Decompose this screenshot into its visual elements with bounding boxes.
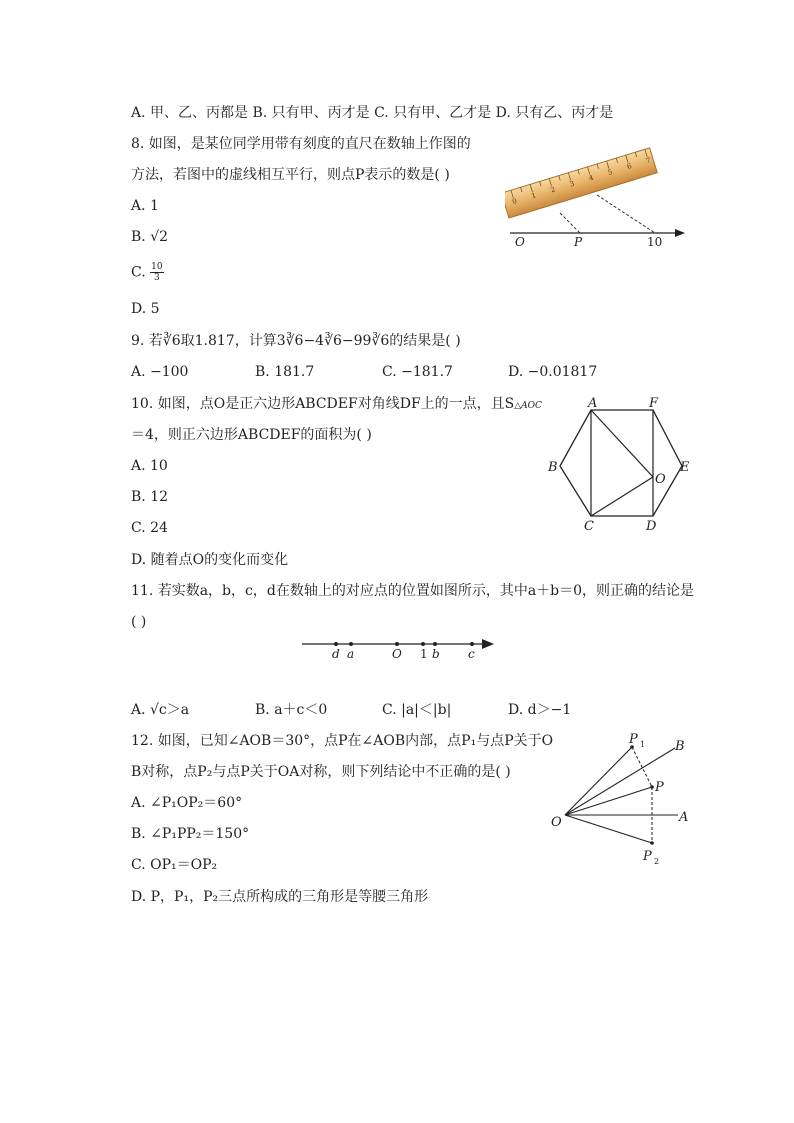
q11-option-d: D. d＞−1 bbox=[508, 702, 572, 718]
hexagon-label-f: F bbox=[649, 396, 659, 411]
q10-option-a: A. 10 bbox=[131, 458, 168, 474]
q8-label-10: 10 bbox=[647, 235, 663, 249]
q8-label-o: O bbox=[515, 235, 525, 249]
q8-option-c-denominator: 3 bbox=[153, 273, 160, 283]
segment-op2 bbox=[565, 815, 652, 843]
q11-option-c: C. |a|＜|b| bbox=[382, 702, 452, 718]
hexagon-label-a: A bbox=[588, 396, 598, 411]
ruler-mark-4: 4 bbox=[587, 173, 595, 183]
angle-label-b: B bbox=[675, 739, 685, 754]
q12-option-d: D. P，P₁，P₂三点所构成的三角形是等腰三角形 bbox=[131, 889, 429, 905]
angle-label-p2: P bbox=[643, 849, 652, 864]
dashed-p1p bbox=[632, 747, 652, 787]
q12-option-c: C. OP₁＝OP₂ bbox=[131, 857, 218, 873]
angle-label-p1: P bbox=[629, 732, 638, 747]
ruler-mark-2: 2 bbox=[549, 185, 557, 195]
angle-label-p: P bbox=[655, 780, 664, 795]
ruler-mark-0: 0 bbox=[511, 197, 519, 207]
hexagon-label-b: B bbox=[548, 460, 558, 475]
ruler-mark-7: 7 bbox=[645, 156, 652, 166]
q10-stem-line2: ＝4，则正六边形ABCDEF的面积为( ) bbox=[131, 427, 372, 443]
hexagon-label-e: E bbox=[680, 460, 690, 475]
q10-option-c: C. 24 bbox=[131, 520, 168, 536]
q8-option-d: D. 5 bbox=[131, 301, 160, 317]
q11-stem-line1: 11. 若实数a，b，c，d在数轴上的对应点的位置如图所示，其中a＋b＝0，则正确的结论是 bbox=[131, 583, 695, 599]
q11-option-b: B. a＋c＜0 bbox=[255, 702, 328, 718]
hexagon-label-d: D bbox=[646, 519, 657, 534]
angle-label-a: A bbox=[679, 810, 689, 825]
q8-option-c-prefix: C. bbox=[131, 264, 151, 281]
q8-option-a: A. 1 bbox=[131, 198, 159, 214]
q12-stem-line1: 12. 如图，已知∠AOB＝30°，点P在∠AOB内部，点P₁与点P关于O bbox=[131, 733, 554, 749]
ruler bbox=[505, 148, 657, 218]
angle-label-p1-sub: 1 bbox=[640, 740, 646, 749]
hexagon-label-o: O bbox=[655, 472, 666, 487]
q7-options: A. 甲、乙、丙都是 B. 只有甲、丙才是 C. 只有甲、乙才是 D. 只有乙、丙才是 bbox=[131, 105, 614, 121]
q8-stem-line2: 方法，若图中的虚线相互平行，则点P表示的数是( ) bbox=[131, 167, 450, 183]
q11-label-o: O bbox=[392, 647, 402, 661]
q11-number-line-arrow bbox=[482, 639, 494, 649]
q9-option-d: D. −0.01817 bbox=[508, 364, 598, 380]
q10-hexagon-figure bbox=[540, 392, 700, 537]
q8-label-p: P bbox=[574, 235, 583, 249]
q10-stem-line1 bbox=[131, 394, 542, 416]
ruler-mark-5: 5 bbox=[607, 167, 614, 177]
hexagon-label-c: C bbox=[584, 519, 594, 534]
hexagon-abcdef bbox=[560, 410, 682, 516]
q11-label-b: b bbox=[432, 647, 440, 661]
segment-co bbox=[591, 477, 653, 516]
q8-option-c-fraction bbox=[150, 262, 163, 283]
q12-option-b: B. ∠P₁PP₂＝150° bbox=[131, 826, 250, 842]
q8-option-b: B. √2 bbox=[131, 229, 169, 245]
q11-stem-line2: ( ) bbox=[131, 614, 147, 630]
q10-option-b: B. 12 bbox=[131, 489, 169, 505]
q8-ruler-figure bbox=[505, 135, 690, 250]
q8-dashed-line-2 bbox=[597, 195, 655, 233]
q8-dashed-line-1 bbox=[560, 213, 580, 233]
angle-label-p2-sub: 2 bbox=[654, 857, 660, 866]
q11-label-d: d bbox=[332, 647, 340, 661]
q11-number-line-figure bbox=[298, 634, 498, 664]
q8-number-line-arrow bbox=[675, 229, 685, 237]
q11-option-a: A. √c＞a bbox=[131, 702, 190, 718]
q9-option-b: B. 181.7 bbox=[255, 364, 315, 380]
q10-stem-text: 10. 如图，点O是正六边形ABCDEF对角线DF上的一点，且S bbox=[131, 396, 515, 412]
q11-label-c: c bbox=[468, 647, 475, 661]
q9-option-a: A. −100 bbox=[131, 364, 189, 380]
q8-option-c-numerator: 10 bbox=[151, 262, 163, 272]
q12-option-a: A. ∠P₁OP₂＝60° bbox=[131, 795, 243, 811]
q11-label-a: a bbox=[347, 647, 355, 661]
q9-stem: 9. 若∛6取1.817，计算3∛6−4∛6−99∛6的结果是( ) bbox=[131, 333, 461, 349]
q11-label-1: 1 bbox=[420, 647, 428, 661]
ruler-mark-3: 3 bbox=[568, 179, 576, 189]
q12-angle-figure bbox=[545, 730, 695, 870]
q10-option-d: D. 随着点O的变化而变化 bbox=[131, 552, 289, 568]
q8-stem-line1: 8. 如图，是某位同学用带有刻度的直尺在数轴上作图的 bbox=[131, 136, 471, 152]
q8-option-c bbox=[131, 262, 164, 283]
q12-stem-line2: B对称，点P₂与点P关于OA对称，则下列结论中不正确的是( ) bbox=[131, 764, 511, 780]
segment-ao bbox=[591, 410, 653, 477]
q10-stem-subscript: △AOC bbox=[514, 401, 542, 411]
ruler-mark-6: 6 bbox=[626, 162, 633, 172]
ruler-mark-1: 1 bbox=[530, 191, 538, 201]
segment-op1 bbox=[565, 747, 632, 815]
angle-label-o: O bbox=[551, 815, 562, 830]
q9-option-c: C. −181.7 bbox=[382, 364, 453, 380]
